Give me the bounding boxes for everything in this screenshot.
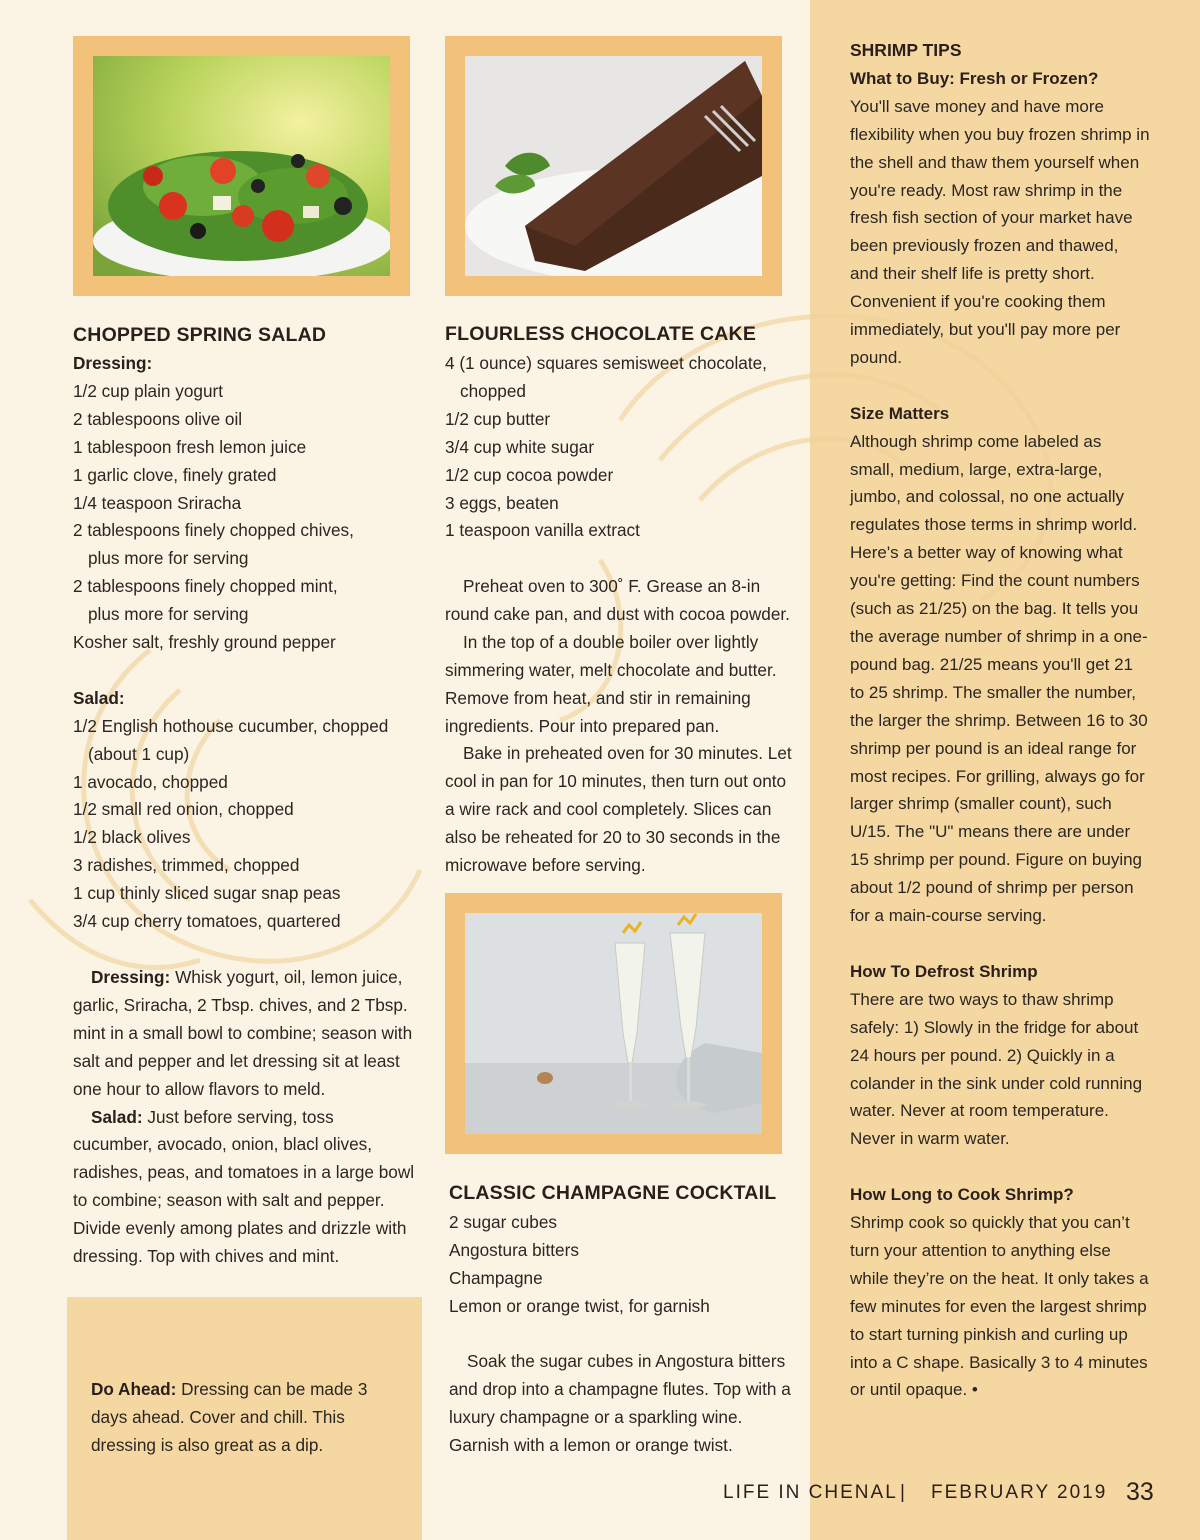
ingredient: 3/4 cup white sugar	[445, 436, 595, 457]
magazine-name: LIFE IN CHENAL	[723, 1482, 898, 1503]
salad-photo-frame	[73, 36, 410, 296]
ingredient: 1/2 black olives	[73, 827, 191, 848]
tip-title: How To Defrost Shrimp	[850, 961, 1038, 981]
ingredient: 1 teaspoon vanilla extract	[445, 520, 640, 541]
dir-dressing-label: Dressing:	[91, 967, 171, 987]
ingredient: 1 avocado, chopped	[73, 771, 228, 792]
ingredient: plus more for serving	[88, 604, 249, 625]
ingredient: 1/2 cup plain yogurt	[73, 380, 224, 401]
salad-title: CHOPPED SPRING SALAD	[73, 324, 327, 346]
ingredient: plus more for serving	[88, 548, 249, 569]
page-number: 33	[1126, 1478, 1154, 1506]
cake-photo	[465, 56, 762, 276]
ingredient: 3/4 cup cherry tomatoes, quartered	[73, 911, 341, 932]
salad-ingredients	[73, 350, 388, 936]
tip-title: What to Buy: Fresh or Frozen?	[850, 68, 1099, 88]
cake-step-2: In the top of a double boiler over lightly simmering water, melt chocolate and butter. Remove from heat, and stir in remaining ingredients. Pour into prepared pan.	[445, 631, 777, 736]
ingredient: 2 tablespoons olive oil	[73, 408, 243, 429]
ingredient: 2 tablespoons finely chopped mint,	[73, 576, 338, 597]
cake-step-3: Bake in preheated oven for 30 minutes. Let cool in pan for 10 minutes, then turn out onto a wire rack and cool completely. Slices can also be reheated for 20 to 30 seconds in the microwave before serving.	[445, 743, 792, 876]
cocktail-directions	[449, 1348, 794, 1460]
tip-text: There are two ways to thaw shrimp safely: 1) Slowly in the fridge for about 24 hours per pound. 2) Quickly in a colander in the sink under cold running water. Never at room temperature. Never in warm water.	[850, 989, 1143, 1149]
shrimp-tips	[850, 37, 1150, 1404]
ingredient: 2 sugar cubes	[449, 1212, 557, 1232]
dir-dressing-text: Whisk yogurt, oil, lemon juice, garlic, Sriracha, 2 Tbsp. chives, and 2 Tbsp. mint in a small bowl to combine; season with salt and pepper and let dressing sit at least one hour to allow flavors to meld.	[73, 967, 413, 1099]
do-ahead-note	[91, 1376, 381, 1460]
cocktail-step-1: Soak the sugar cubes in Angostura bitters and drop into a champagne flutes. Top with a luxury champagne or a sparkling wine. Garnish with a lemon or orange twist.	[449, 1351, 791, 1455]
ingredient: 3 eggs, beaten	[445, 492, 559, 513]
cocktail-photo-frame	[445, 893, 782, 1154]
ingredient: Lemon or orange twist, for garnish	[449, 1295, 710, 1316]
tip-text: Although shrimp come labeled as small, medium, large, extra-large, jumbo, and colossal, no one actually regulates those terms in shrimp world. Here's a better way of knowing what you're getting: Find the count numbers (such as 21/25) on the bag. It tells you the average number of shrimp in a one-pound bag. 21/25 means you'll get 21 to 25 shrimp. The smaller the number, the larger the shrimp. Between 16 to 30 shrimp per pound is an ideal range for most recipes. For grilling, always go for larger shrimp (smaller count), such U/15. The "U" means there are under 15 shrimp per pound. Figure on buying about 1/2 pound of shrimp per person for a main-course serving.	[850, 431, 1148, 926]
ingredient: Kosher salt, freshly ground pepper	[73, 632, 336, 653]
cocktail-title: CLASSIC CHAMPAGNE COCKTAIL	[449, 1182, 777, 1204]
ingredient: chopped	[460, 380, 526, 401]
ingredient: 2 tablespoons finely chopped chives,	[73, 520, 354, 541]
dressing-heading: Dressing:	[73, 353, 153, 373]
cake-title: FLOURLESS CHOCOLATE CAKE	[445, 323, 757, 345]
ingredient: 1/2 cup cocoa powder	[445, 464, 614, 485]
ingredient: 1/2 small red onion, chopped	[73, 799, 294, 820]
do-ahead-label: Do Ahead:	[91, 1379, 177, 1399]
ingredient: 1 garlic clove, finely grated	[73, 464, 277, 485]
issue-date: FEBRUARY 2019	[931, 1482, 1108, 1503]
ingredient: Champagne	[449, 1267, 543, 1288]
ingredient: 1/4 teaspoon Sriracha	[73, 492, 242, 513]
tip-text: Shrimp cook so quickly that you can’t turn your attention to anything else while they’re on the heat. It only takes a few minutes for even the largest shrimp to start turning pinkish and curling up into a C shape. Basically 3 to 4 minutes or until opaque. •	[850, 1213, 1149, 1400]
ingredient: 4 (1 ounce) squares semisweet chocolate,	[445, 353, 767, 373]
ingredient: 1 tablespoon fresh lemon juice	[73, 436, 307, 457]
ingredient: (about 1 cup)	[88, 743, 190, 764]
cocktail-photo	[465, 913, 762, 1134]
cake-directions	[445, 573, 797, 880]
tips-heading: SHRIMP TIPS	[850, 40, 962, 60]
do-ahead-text: Dressing can be made 3 days ahead. Cover and chill. This dressing is also great as a dip.	[91, 1379, 368, 1455]
dir-salad-text: Just before serving, toss cucumber, avocado, onion, blacl olives, radishes, peas, and tomatoes in a large bowl to combine; season with salt and pepper. Divide evenly among plates and drizzle with dressing. Top with chives and mint.	[73, 1106, 415, 1267]
footer-separator: |	[900, 1482, 905, 1503]
ingredient: 1 cup thinly sliced sugar snap peas	[73, 883, 341, 904]
cocktail-ingredients	[449, 1209, 710, 1321]
ingredient: 3 radishes, trimmed, chopped	[73, 855, 300, 876]
cake-photo-frame	[445, 36, 782, 296]
ingredient: 1/2 cup butter	[445, 408, 551, 429]
tip-title: How Long to Cook Shrimp?	[850, 1185, 1074, 1205]
cake-ingredients	[445, 350, 767, 545]
cake-step-1: Preheat oven to 300˚ F. Grease an 8-in round cake pan, and dust with cocoa powder.	[445, 576, 790, 624]
salad-directions	[73, 964, 415, 1271]
tip-text: You'll save money and have more flexibility when you buy frozen shrimp in the shell and thaw them yourself when you're ready. Most raw shrimp in the fresh fish section of your market have been previously frozen and thawed, and their shelf life is pretty short. Convenient if you're cooking them immediately, but you'll pay more per pound.	[850, 96, 1150, 367]
dir-salad-label: Salad:	[91, 1106, 143, 1127]
ingredient: Angostura bitters	[449, 1239, 579, 1260]
tip-title: Size Matters	[850, 403, 950, 423]
salad-photo	[93, 56, 390, 276]
salad-heading: Salad:	[73, 687, 125, 708]
ingredient: 1/2 English hothouse cucumber, chopped	[73, 715, 389, 736]
